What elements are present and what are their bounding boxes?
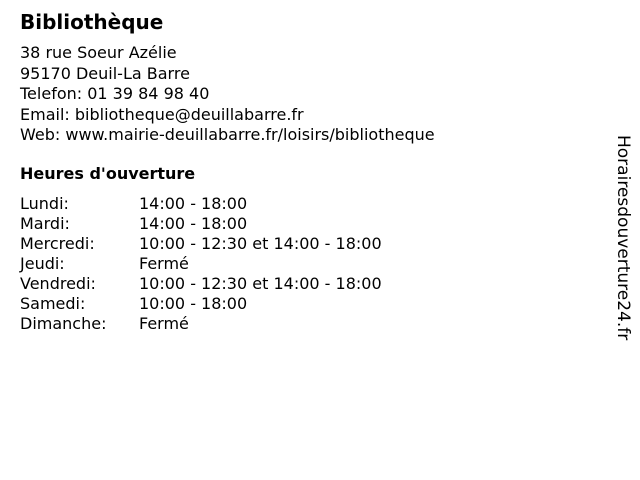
day-time: 14:00 - 18:00: [139, 194, 248, 213]
day-time: 10:00 - 12:30 et 14:00 - 18:00: [139, 274, 382, 293]
day-time: Fermé: [139, 254, 189, 273]
hours-row-thursday: [20, 254, 382, 274]
day-label: Samedi:: [20, 294, 86, 313]
site-watermark: [612, 135, 636, 375]
page-title: Bibliothèque: [20, 10, 164, 34]
address-street: 38 rue Soeur Azélie: [20, 43, 177, 62]
day-label: Mardi:: [20, 214, 70, 233]
day-label: Lundi:: [20, 194, 69, 213]
address-web: Web: www.mairie-deuillabarre.fr/loisirs/bibliotheque: [20, 125, 435, 144]
hours-row-monday: [20, 194, 382, 214]
day-label: Vendredi:: [20, 274, 96, 293]
day-time: Fermé: [139, 314, 189, 333]
hours-heading: Heures d'ouverture: [20, 164, 196, 183]
address-block: [20, 43, 435, 146]
day-time: 10:00 - 18:00: [139, 294, 248, 313]
address-city: 95170 Deuil-La Barre: [20, 63, 190, 83]
day-label: Dimanche:: [20, 314, 107, 333]
day-label: Mercredi:: [20, 234, 95, 253]
hours-row-sunday: [20, 314, 382, 334]
day-label: Jeudi:: [20, 254, 65, 273]
day-time: 10:00 - 12:30 et 14:00 - 18:00: [139, 234, 382, 253]
hours-row-saturday: [20, 294, 382, 314]
hours-row-wednesday: [20, 234, 382, 254]
address-email: Email: bibliotheque@deuillabarre.fr: [20, 104, 304, 124]
hours-row-tuesday: [20, 214, 382, 234]
site-watermark-text: Horairesdouverture24.fr: [613, 135, 633, 341]
day-time: 14:00 - 18:00: [139, 214, 248, 233]
hours-row-friday: [20, 274, 382, 294]
opening-hours-list: [20, 194, 382, 334]
address-phone: Telefon: 01 39 84 98 40: [20, 84, 210, 103]
